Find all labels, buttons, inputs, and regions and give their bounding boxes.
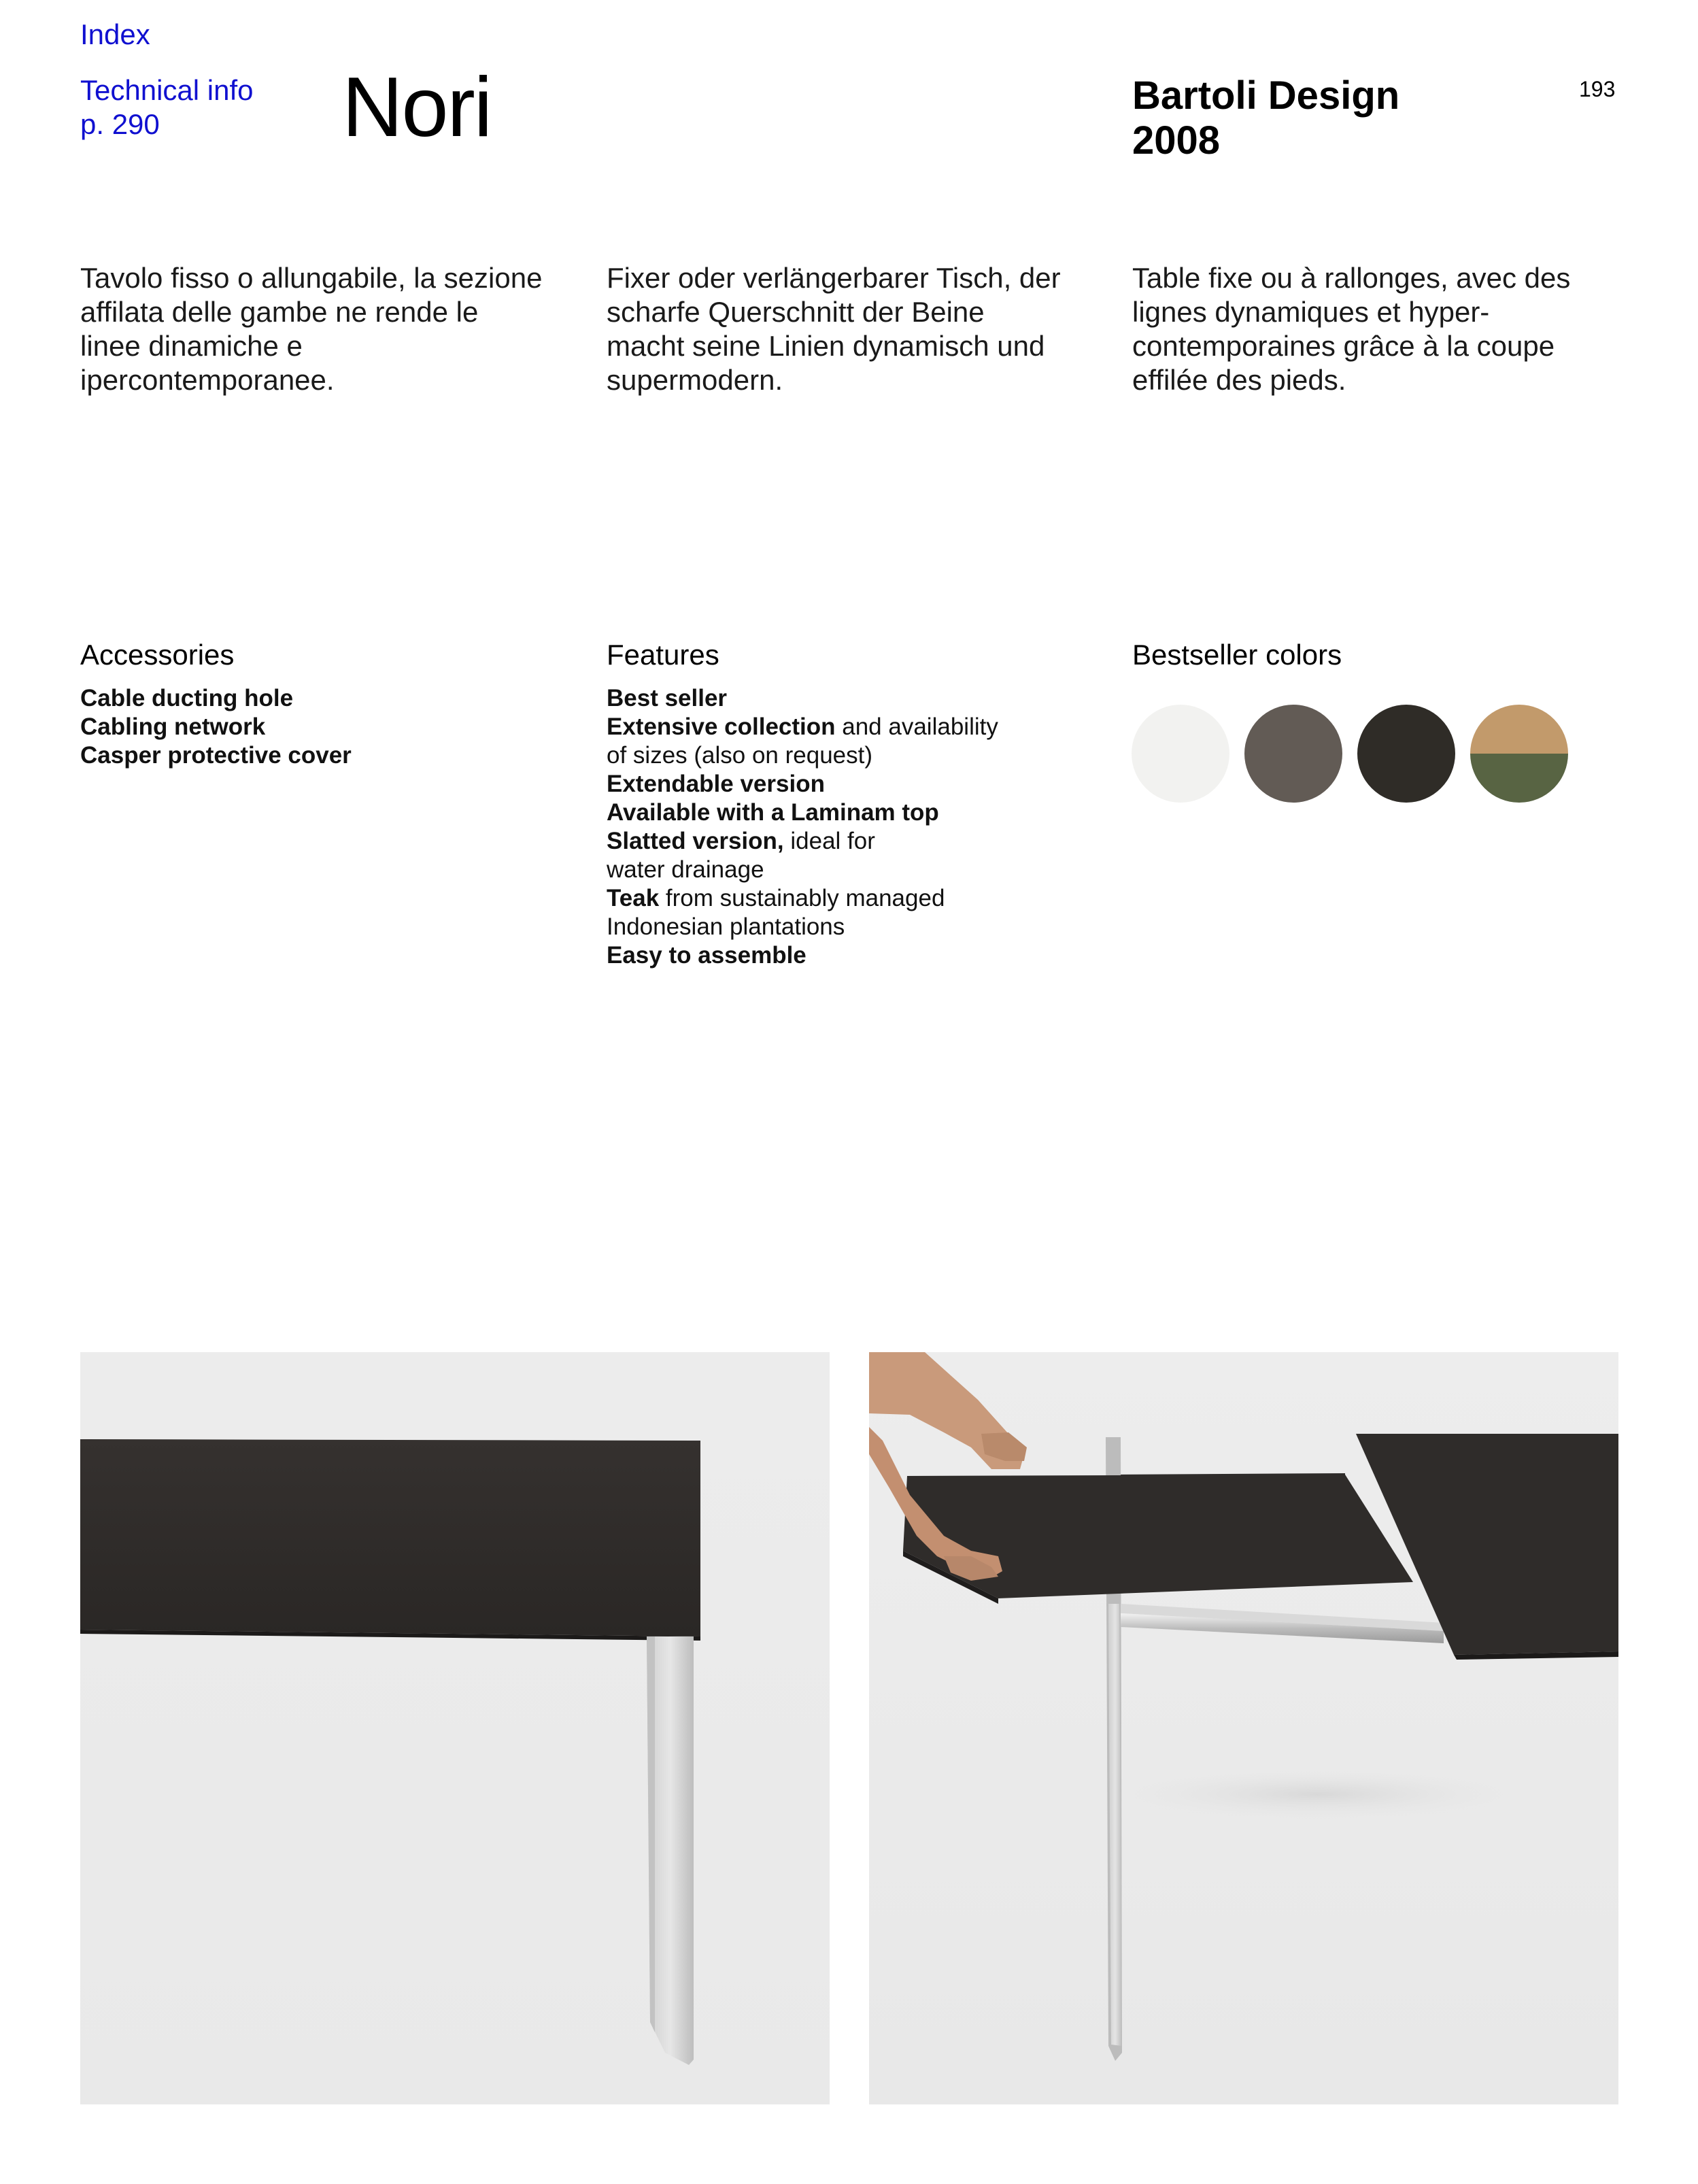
feature-line: Slatted version, ideal for [607,828,875,854]
tabletop [80,1439,700,1636]
feature-line: Extendable version [607,771,825,797]
color-swatch-teak-green [1470,705,1568,803]
description-german: Fixer oder verlängerbarer Tisch, der scharfe Querschnitt der Beine macht seine Linien dynamisch und supermodern. [607,262,1061,396]
color-swatch-white [1132,705,1229,803]
design-year: 2008 [1132,118,1221,163]
feature-line: Teak from sustainably managed [607,885,945,911]
feature-line: Best seller [607,685,728,711]
product-photo-extension [869,1352,1618,2104]
product-photo-table-corner [80,1352,830,2104]
features-list [607,684,1096,970]
designer-block [1132,73,1399,163]
table-corner-illustration [80,1352,830,2104]
accessory-item: Cable ducting hole [80,685,294,711]
accessories-heading: Accessories [80,639,235,671]
features-heading: Features [607,639,719,671]
index-link[interactable]: Index [80,18,150,50]
accessory-item: Cabling network [80,713,266,740]
extension-leaf [903,1475,1413,1598]
table-extension-illustration [869,1352,1618,2104]
feature-line: water drainage [607,856,764,883]
feature-line: Extensive collection and availability [607,713,998,740]
color-swatch-taupe [1244,705,1342,803]
technical-info-link[interactable] [80,73,298,141]
accessory-item: Casper protective cover [80,742,352,769]
feature-line: Easy to assemble [607,942,806,969]
accessories-list [80,684,570,770]
description-italian: Tavolo fisso o allungabile, la sezione affilata delle gambe ne rende le linee dinamiche e ipercontemporanee. [80,262,543,396]
floor-shadow [1100,1767,1535,1821]
product-title: Nori [342,61,492,154]
page-number: 193 [1579,77,1616,101]
bestseller-colors-heading: Bestseller colors [1132,639,1342,671]
feature-line: of sizes (also on request) [607,742,873,769]
technical-info-page: p. 290 [80,108,160,140]
color-swatch-black [1357,705,1455,803]
feature-line: Indonesian plantations [607,913,845,940]
feature-line: Available with a Laminam top [607,799,939,826]
description-french: Table fixe ou à rallonges, avec des lignes dynamiques et hyper-contemporaines grâce à la coupe effilée des pieds. [1132,262,1571,396]
technical-info-label: Technical info [80,74,254,106]
designer-name: Bartoli Design [1132,73,1400,118]
